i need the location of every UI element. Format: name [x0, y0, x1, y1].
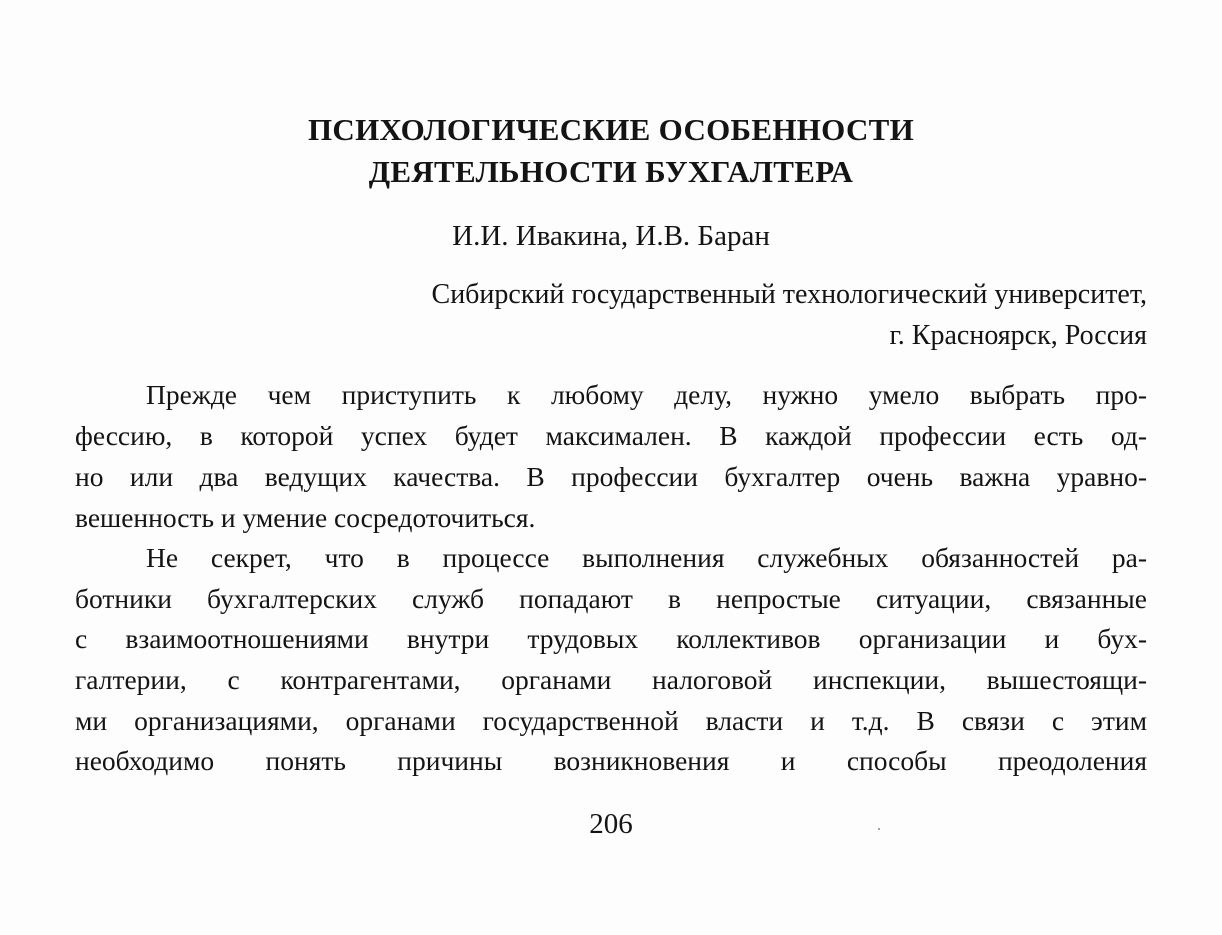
scan-speck [878, 828, 880, 830]
paragraph-2-line-3: с взаимоотношениями внутри трудовых коллективов организации и бух- [75, 623, 1147, 654]
paragraph-2-line-1: Не секрет, что в процессе выполнения служебных обязанностей ра- [146, 542, 1147, 573]
paragraph-2-line-2: ботники бухгалтерских служб попадают в непростые ситуации, связанные [75, 583, 1147, 614]
paragraph-1-line-4: вешенность и умение сосредоточиться. [75, 502, 536, 533]
affiliation-line-2: г. Красноярск, Россия [889, 320, 1147, 351]
paragraph-2-line-4: галтерии, с контрагентами, органами налоговой инспекции, вышестоящи- [75, 664, 1147, 695]
article-title-line-2: ДЕЯТЕЛЬНОСТИ БУХГАЛТЕРА [368, 154, 854, 189]
affiliation-line-1: Сибирский государственный технологический университет, [431, 279, 1147, 310]
paragraph-1-line-1: Прежде чем приступить к любому делу, нужно умело выбрать про- [146, 379, 1147, 410]
paragraph-1-line-3: но или два ведущих качества. В профессии бухгалтер очень важна уравно- [75, 461, 1147, 492]
paragraph-1-line-2: фессию, в которой успех будет максимален. В каждой профессии есть од- [75, 420, 1147, 451]
page-number: 206 [589, 808, 633, 840]
paragraph-2-line-6: необходимо понять причины возникновения и способы преодоления [75, 745, 1147, 776]
article-title-line-1: ПСИХОЛОГИЧЕСКИЕ ОСОБЕННОСТИ [307, 112, 915, 147]
authors: И.И. Ивакина, И.В. Баран [452, 220, 770, 252]
paragraph-2-line-5: ми организациями, органами государственной власти и т.д. В связи с этим [75, 705, 1147, 736]
